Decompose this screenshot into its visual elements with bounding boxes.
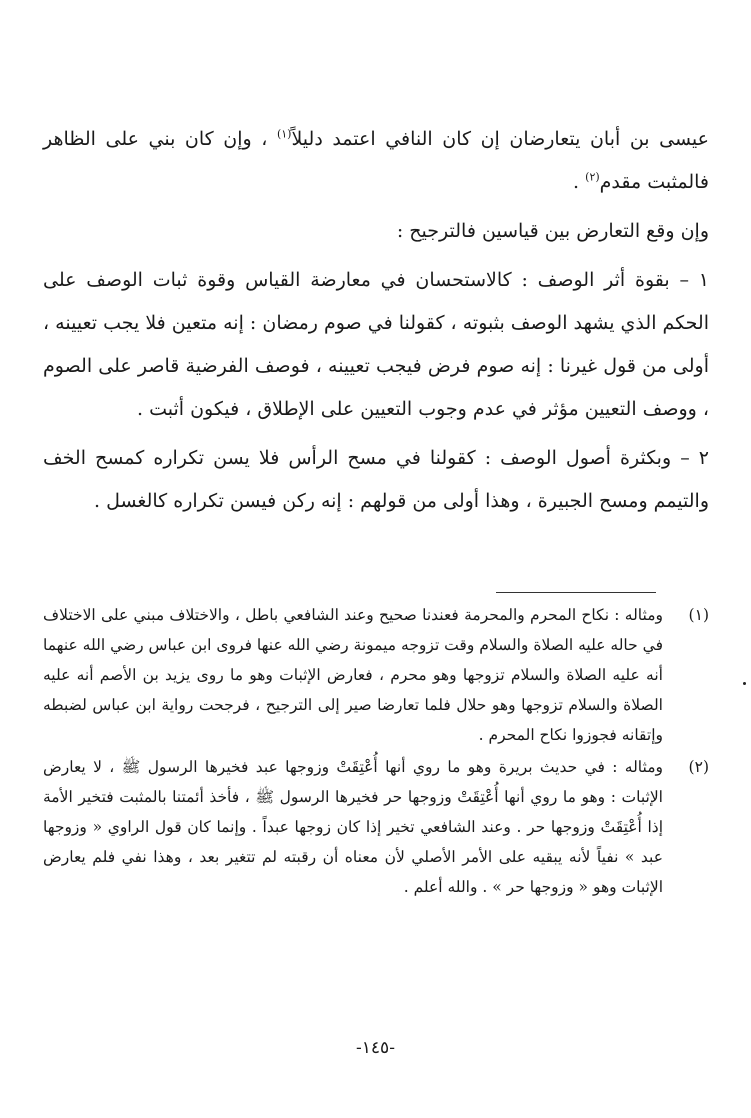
main-paragraph-4: ٢ – وبكثرة أصول الوصف : كقولنا في مسح الرأس فلا يسن تكراره كمسح الخف والتيمم ومسح الجبيرة ، وهذا أولى من قولهم : إنه ركن فيسن تكراره كالغسل .: [43, 447, 709, 512]
footnote-2: [43, 752, 709, 902]
footnote-number: (١): [688, 606, 709, 624]
footnote-1: [43, 600, 709, 750]
paragraph-text: عيسى بن أبان يتعارضان إن كان النافي اعتمد دليلاً: [291, 128, 709, 150]
paragraph-text-end: .: [573, 171, 586, 193]
page-number: -١٤٥-: [356, 1038, 395, 1058]
main-paragraph-2: وإن وقع التعارض بين قياسين فالترجيح :: [396, 220, 709, 242]
margin-dot: [743, 682, 746, 685]
main-paragraph-1: [43, 118, 709, 204]
main-paragraph-3: ١ – بقوة أثر الوصف : كالاستحسان في معارضة القياس وقوة ثبات الوصف على الحكم الذي يشهد الوصف بثبوته ، كقولنا في صوم رمضان : إنه متعين فلا يجب تعيينه ، أولى من قول غيرنا : إنه صوم فرض فيجب تعيينه ، فوصف الفرضية قاصر على الصوم ، ووصف التعيين مؤثر في عدم وجوب التعيين على الإطلاق ، فيكون أثبت .: [43, 269, 709, 420]
main-text: [43, 118, 709, 523]
footnote-ref-2: (٢): [585, 170, 600, 184]
footnote-text: ومثاله : في حديث بريرة وهو ما روي أنها أُعْتِقَتْ وزوجها عبد فخيرها الرسول ﷺ ، لا يعارض الإثبات : وهو ما روي أنها أُعْتِقَتْ وزوجها حر فخيرها الرسول ﷺ ، فأخذ أئمتنا بالمثبت فتخير الأمة إذا أُعْتِقَتْ وزوجها حر . وعند الشافعي تخير إذا كان زوجها عبداً . وإنما كان قول الراوي « وزوجها عبد » نفياً لأنه يبقيه على الأمر الأصلي لأن معناه أن رقبته لم تتغير بعد ، وهذا نفي فلم يعارض الإثبات وهو « وزوجها حر » . والله أعلم .: [43, 758, 663, 896]
footnote-number: (٢): [688, 758, 709, 776]
footnote-ref-1: (١): [276, 127, 292, 141]
footnotes: [43, 600, 709, 902]
footnote-text: ومثاله : نكاح المحرم والمحرمة فعندنا صحيح وعند الشافعي باطل ، والاختلاف مبني على الاختلاف في حاله عليه الصلاة والسلام وقت تزوجه ميمونة رضي الله عنها فروى ابن عباس رضي الله عنهما أنه عليه الصلاة والسلام تزوجها وهو محرم ، فعارض الإثبات وهو ما روى يزيد بن الأصم أنه عليه الصلاة والسلام تزوجها وهو حلال فلما تعارضا صير إلى الترجيح ، فرجحت رواية ابن عباس لضبطه وإتقانه فجوزوا نكاح المحرم .: [42, 606, 663, 744]
footnote-separator: [496, 592, 656, 593]
paragraph-text-continued: ، وإن كان بني على الظاهر فالمثبت مقدم: [43, 128, 709, 193]
